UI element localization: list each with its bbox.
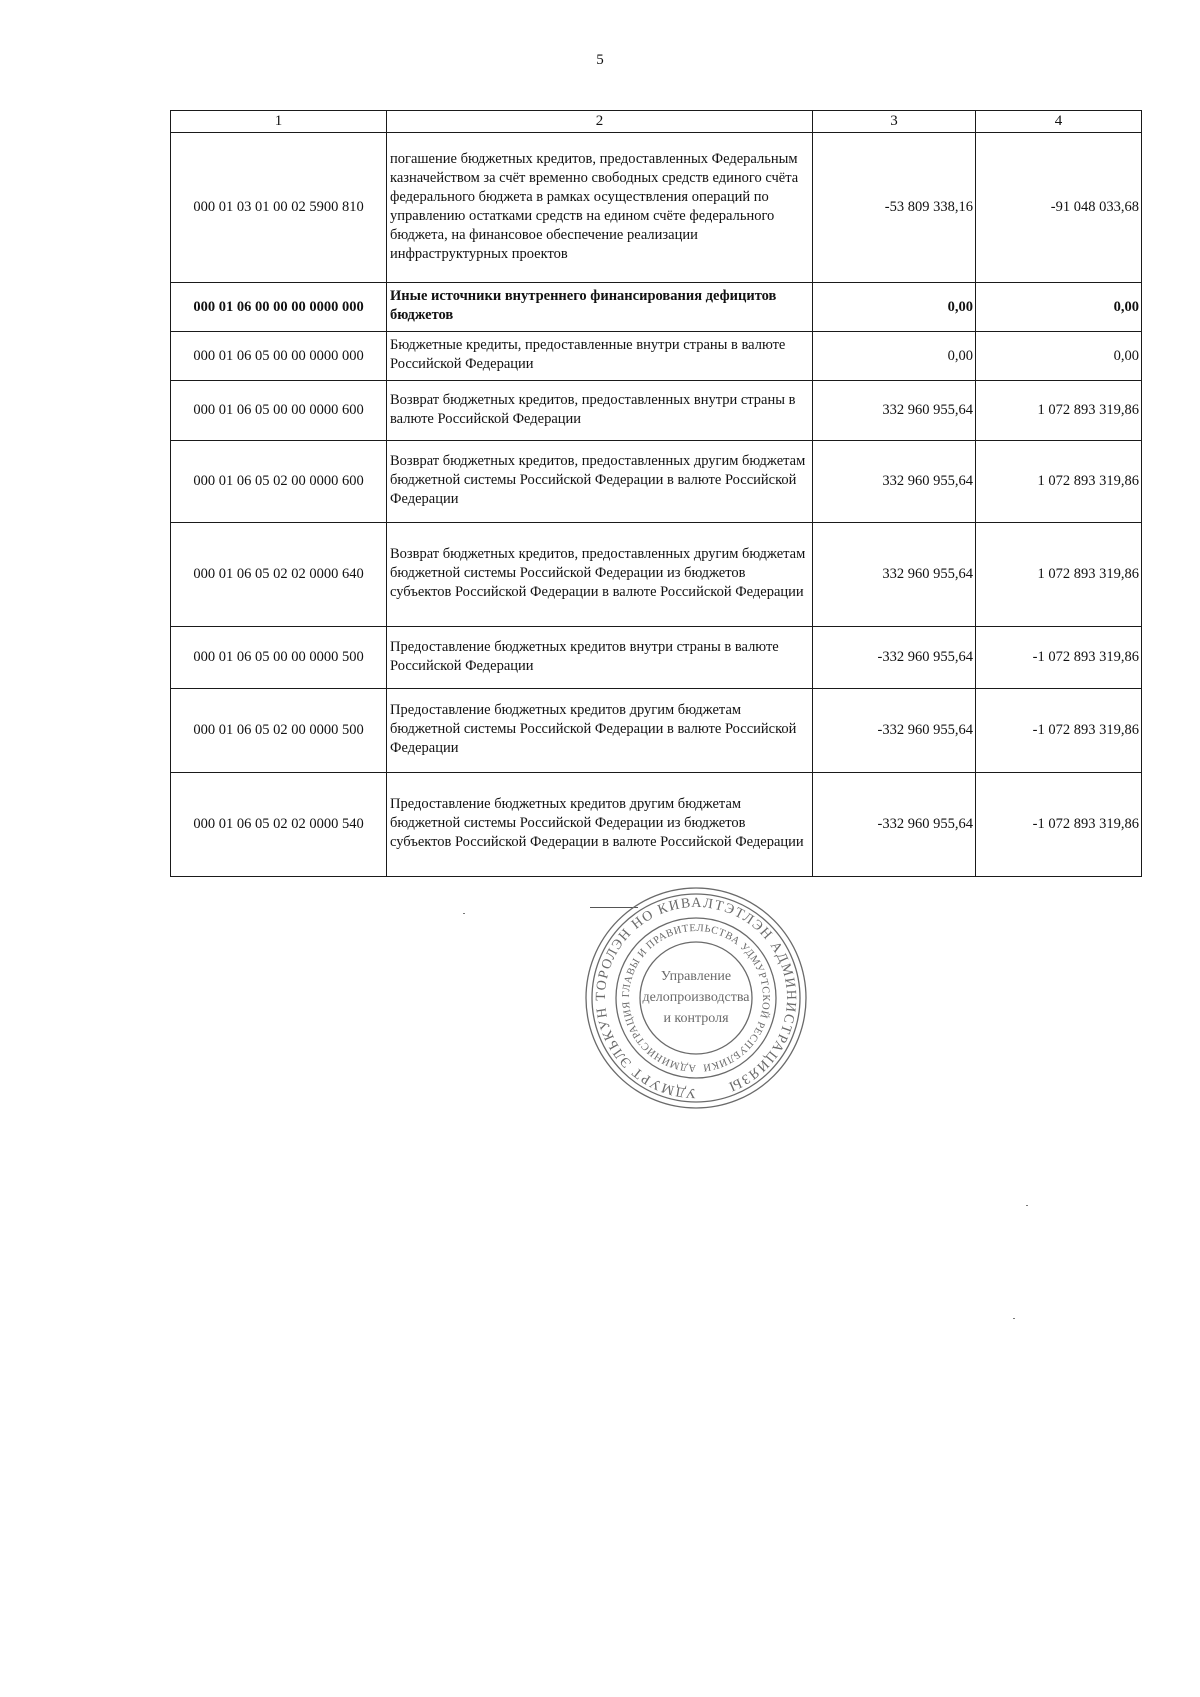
scan-speck (1013, 1318, 1015, 1319)
table-row (171, 332, 1142, 381)
row-col3-value: -332 960 955,64 (813, 773, 976, 877)
page-number: 5 (596, 52, 604, 68)
header-col-1: 1 (171, 111, 387, 133)
row-col4-value: -1 072 893 319,86 (976, 773, 1142, 877)
table-row (171, 773, 1142, 877)
budget-sources-table (170, 110, 1142, 877)
row-col3-value: 332 960 955,64 (813, 523, 976, 627)
seal-outer-text: УДМУРТ ЭЛЬКУН ТОРОЛЭН НО КИВАЛТЭТЛЭН АДМИНИСТРАЦИЯЗЫ (593, 895, 799, 1101)
row-col4-value: -1 072 893 319,86 (976, 627, 1142, 689)
row-code-cell: 000 01 06 05 02 00 0000 500 (171, 689, 387, 773)
row-col4-value: 1 072 893 319,86 (976, 523, 1142, 627)
scan-speck (463, 913, 465, 914)
table-row (171, 689, 1142, 773)
table-row (171, 133, 1142, 283)
header-col-4: 4 (976, 111, 1142, 133)
row-col3-value: -332 960 955,64 (813, 627, 976, 689)
row-col3-value: 0,00 (813, 283, 976, 332)
row-description-cell: Возврат бюджетных кредитов, предоставленных другим бюджетам бюджетной системы Российской Федерации в валюте Российской Федерации (387, 441, 813, 523)
row-col3-value: -332 960 955,64 (813, 689, 976, 773)
row-description-cell: Предоставление бюджетных кредитов другим бюджетам бюджетной системы Российской Федерации в валюте Российской Федерации (387, 689, 813, 773)
row-description-cell: Возврат бюджетных кредитов, предоставленных внутри страны в валюте Российской Федерации (387, 381, 813, 441)
table-row (171, 523, 1142, 627)
row-col3-value: 332 960 955,64 (813, 441, 976, 523)
row-description-cell: погашение бюджетных кредитов, предоставленных Федеральным казначейством за счёт временно свободных средств единого счёта федерального бюджета в рамках осуществления операций по управлению остатками средств на едином счёте федерального бюджета, на финансовое обеспечение реализации инфраструктурных проектов (387, 133, 813, 283)
table-row (171, 283, 1142, 332)
row-code-cell: 000 01 06 05 02 02 0000 540 (171, 773, 387, 877)
header-col-3: 3 (813, 111, 976, 133)
seal-center-line-2: делопроизводства (642, 990, 750, 1005)
row-code-cell: 000 01 03 01 00 02 5900 810 (171, 133, 387, 283)
row-col3-value: 0,00 (813, 332, 976, 381)
row-code-cell: 000 01 06 05 02 00 0000 600 (171, 441, 387, 523)
row-description-cell: Предоставление бюджетных кредитов внутри страны в валюте Российской Федерации (387, 627, 813, 689)
seal-center-line-3: и контроля (663, 1011, 729, 1026)
row-description-cell: Предоставление бюджетных кредитов другим бюджетам бюджетной системы Российской Федерации из бюджетов субъектов Российской Федерации в валюте Российской Федерации (387, 773, 813, 877)
row-description-cell: Бюджетные кредиты, предоставленные внутри страны в валюте Российской Федерации (387, 332, 813, 381)
seal-center-line-1: Управление (660, 969, 732, 984)
row-col4-value: -91 048 033,68 (976, 133, 1142, 283)
row-col4-value: 1 072 893 319,86 (976, 441, 1142, 523)
row-code-cell: 000 01 06 05 00 00 0000 500 (171, 627, 387, 689)
table-row (171, 627, 1142, 689)
row-code-cell: 000 01 06 05 00 00 0000 600 (171, 381, 387, 441)
row-col3-value: -53 809 338,16 (813, 133, 976, 283)
row-col4-value: 0,00 (976, 283, 1142, 332)
row-col4-value: -1 072 893 319,86 (976, 689, 1142, 773)
table-header-row (171, 111, 1142, 133)
row-col3-value: 332 960 955,64 (813, 381, 976, 441)
row-col4-value: 0,00 (976, 332, 1142, 381)
official-seal-stamp (578, 880, 814, 1112)
row-code-cell: 000 01 06 00 00 00 0000 000 (171, 283, 387, 332)
row-description-cell: Возврат бюджетных кредитов, предоставленных другим бюджетам бюджетной системы Российской Федерации из бюджетов субъектов Российской Федерации в валюте Российской Федерации (387, 523, 813, 627)
table-row (171, 381, 1142, 441)
row-col4-value: 1 072 893 319,86 (976, 381, 1142, 441)
row-code-cell: 000 01 06 05 00 00 0000 000 (171, 332, 387, 381)
table-row (171, 441, 1142, 523)
header-col-2: 2 (387, 111, 813, 133)
scan-speck (1026, 1205, 1028, 1206)
seal-inner-text: АДМИНИСТРАЦИЯ ГЛАВЫ И ПРАВИТЕЛЬСТВА УДМУРТСКОЙ РЕСПУБЛИКИ (620, 922, 772, 1074)
row-code-cell: 000 01 06 05 02 02 0000 640 (171, 523, 387, 627)
row-description-cell: Иные источники внутреннего финансирования дефицитов бюджетов (387, 283, 813, 332)
